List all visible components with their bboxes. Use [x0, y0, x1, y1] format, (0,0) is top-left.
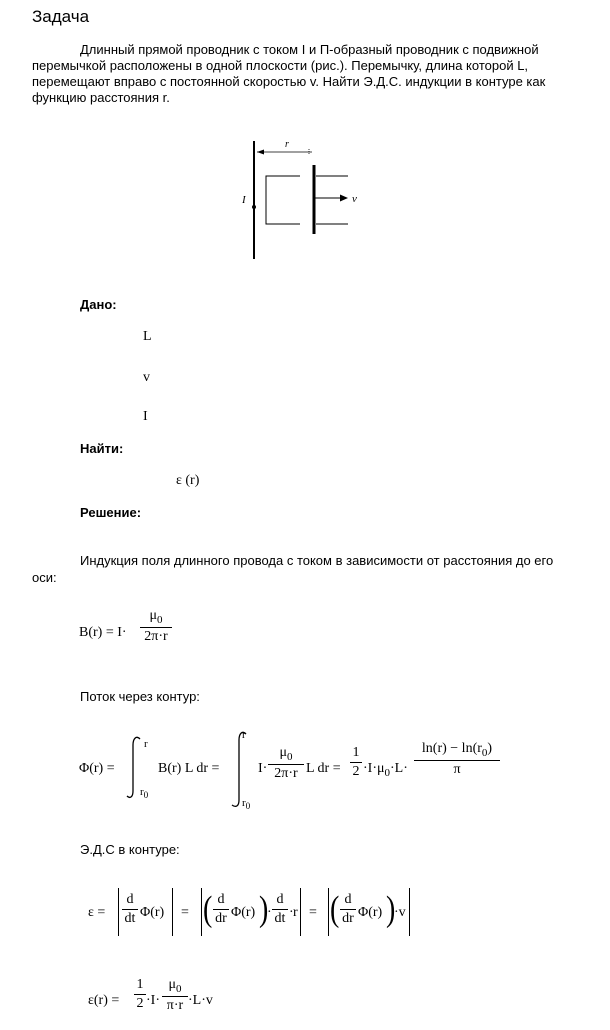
label-velocity: v [352, 193, 357, 205]
eq3-abs1-left [118, 888, 119, 936]
eq2-log-fraction: $\ln(r) - \ln(r_0)$ π [414, 741, 500, 778]
eq1-mu-sub: 0 [157, 613, 163, 626]
eq3-abs2-right [300, 888, 301, 936]
eq3-abs2-left [201, 888, 202, 936]
u-conductor [266, 176, 300, 224]
circuit-figure [230, 135, 380, 265]
eq2-mid: $\cdot I\cdot\mu_0\cdot L\cdot$ [363, 761, 408, 779]
eq3-abs1-right [172, 888, 173, 936]
eq4-lhs: ε(r) = [88, 993, 120, 1008]
label-distance: r [285, 139, 289, 150]
eq3-abs3-left [328, 888, 329, 936]
eq3-paren-open-1: ( [203, 889, 213, 930]
current-dot [252, 205, 256, 209]
eq2-int2-lower: $r_0$ [242, 797, 251, 812]
velocity-arrow-head [340, 195, 348, 202]
eq4-half: 1 2 [134, 977, 146, 1012]
problem-line-4: функцию расстояния r. [32, 90, 170, 105]
distance-arrow-head [257, 150, 264, 155]
eq3-d-dt: d dt [122, 892, 138, 927]
eq2-int1-lower: $r_0$ [140, 786, 149, 801]
eq1-denominator: 2π·r [144, 628, 168, 644]
eq1-fraction [140, 608, 172, 645]
eq3-paren-open-2: ( [330, 889, 340, 930]
solution-text-line-2: оси: [32, 570, 57, 585]
eq3-d-dr-2: d dr [340, 892, 356, 927]
eq2-mu-fraction: $\mu_0$ 2π·r [268, 745, 304, 782]
solution-text-line-1: Индукция поля длинного провода с током в зависимости от расстояния до его [80, 553, 554, 568]
eq2-int1-upper: r [144, 738, 148, 750]
problem-line-3: перемещают вправо с постоянной скоростью v. Найти Э.Д.С. индукции в контуре как [32, 74, 546, 89]
problem-line-1: Длинный прямой проводник с током I и П-образный проводник с подвижной [80, 42, 539, 57]
eq4-mid: ·I· [146, 993, 160, 1008]
eq3-v: ·v [394, 905, 406, 920]
eq3-paren-close-1: ) [259, 889, 269, 930]
eq3-d-dr-1: d dr [213, 892, 229, 927]
eq2-integrand-1: B(r) L dr = [158, 761, 220, 776]
given-item-velocity: v [143, 370, 150, 385]
eq3-r: r [293, 905, 298, 920]
find-expression: ε (r) [176, 473, 200, 488]
eq3-phi-3: Φ(r) [358, 905, 383, 920]
eq1-lhs: B(r) = I· [79, 625, 127, 640]
find-heading: Найти: [80, 441, 124, 456]
given-item-length: L [143, 329, 152, 344]
eq2-half: 1 2 [350, 745, 362, 780]
solution-heading: Решение: [80, 505, 142, 520]
eq2-integrand-2-pre: I· [258, 761, 268, 776]
eq4-mu-fraction: $\mu_0$ π·r [162, 977, 188, 1014]
problem-line-2: перемычкой расположены в одной плоскости (рис.). Перемычку, длина которой L, [32, 58, 529, 73]
eq3-d-dt-2: d dt [272, 892, 288, 927]
given-item-current: I [143, 409, 148, 424]
eq3-lhs: ε = [88, 905, 106, 920]
eq3-eq-2: = [309, 905, 317, 920]
problem-title: Задача [32, 7, 90, 26]
flux-text: Поток через контур: [80, 689, 200, 704]
eq2-lhs: Φ(r) = [79, 761, 115, 776]
eq2-integrand-2-post: L dr = [306, 761, 341, 776]
eq1-mu: μ [149, 608, 157, 623]
emf-text: Э.Д.С в контуре: [80, 842, 180, 857]
eq2-int2-upper: r [242, 729, 246, 741]
eq3-phi-2: Φ(r) [231, 905, 256, 920]
eq4-post: ·L·v [188, 993, 213, 1008]
eq3-paren-close-2: ) [386, 889, 396, 930]
eq3-eq-1: = [181, 905, 189, 920]
eq3-abs3-right [409, 888, 410, 936]
given-heading: Дано: [80, 297, 117, 312]
label-current: I [242, 194, 246, 206]
eq3-phi-1: Φ(r) [140, 905, 165, 920]
